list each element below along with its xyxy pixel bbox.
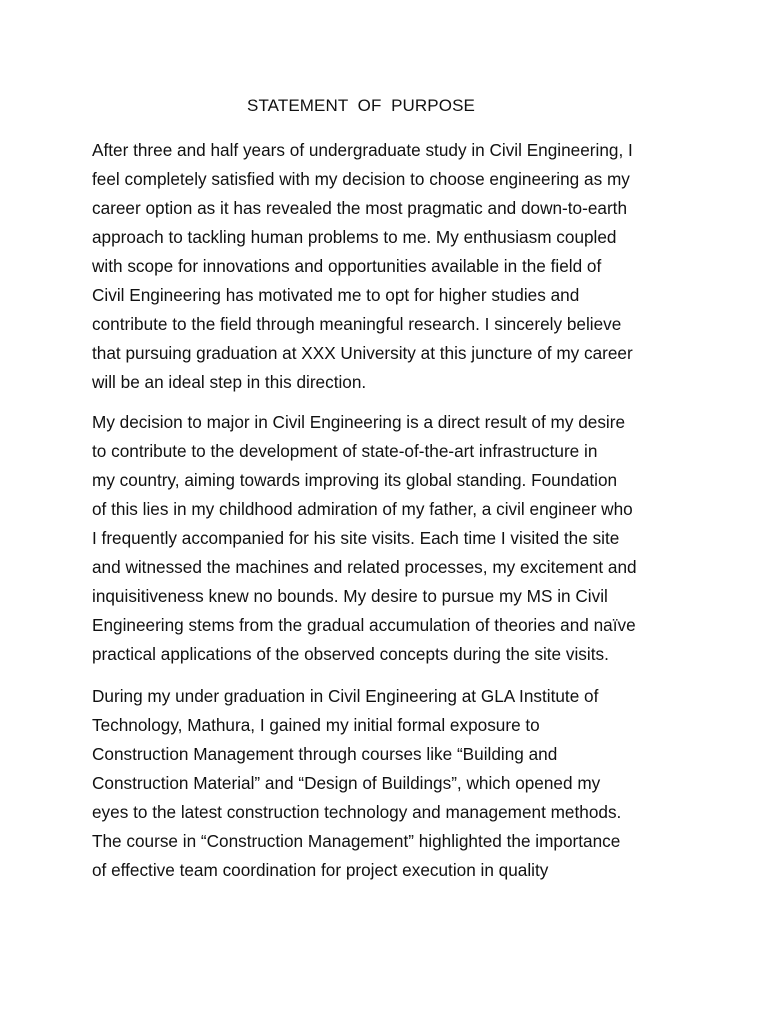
- text-line: My decision to major in Civil Engineering is a direct result of my desire: [92, 412, 626, 432]
- paragraph-2: [92, 408, 692, 669]
- text-line: The course in “Construction Management” highlighted the importance: [92, 831, 621, 851]
- text-line: Construction Material” and “Design of Buildings”, which opened my: [92, 773, 601, 793]
- text-line: of this lies in my childhood admiration of my father, a civil engineer who: [92, 499, 633, 519]
- text-line: with scope for innovations and opportunities available in the field of: [92, 256, 602, 276]
- text-line: inquisitiveness knew no bounds. My desire to pursue my MS in Civil: [92, 586, 608, 606]
- text-line: During my under graduation in Civil Engineering at GLA Institute of: [92, 686, 599, 706]
- text-line: eyes to the latest construction technology and management methods.: [92, 802, 622, 822]
- text-line: practical applications of the observed concepts during the site visits.: [92, 644, 609, 664]
- text-line: feel completely satisfied with my decision to choose engineering as my: [92, 169, 630, 189]
- text-line: Civil Engineering has motivated me to opt for higher studies and: [92, 285, 580, 305]
- text-line: career option as it has revealed the most pragmatic and down-to-earth: [92, 198, 628, 218]
- paragraph-1: [92, 136, 692, 397]
- text-line: of effective team coordination for project execution in quality: [92, 860, 549, 880]
- text-line: Technology, Mathura, I gained my initial formal exposure to: [92, 715, 540, 735]
- text-line: I frequently accompanied for his site visits. Each time I visited the site: [92, 528, 620, 548]
- text-line: Construction Management through courses like “Building and: [92, 744, 558, 764]
- text-line: will be an ideal step in this direction.: [92, 372, 367, 392]
- text-line: Engineering stems from the gradual accumulation of theories and naïve: [92, 615, 636, 635]
- text-line: my country, aiming towards improving its global standing. Foundation: [92, 470, 618, 490]
- text-line: that pursuing graduation at XXX University at this juncture of my career: [92, 343, 633, 363]
- text-line: After three and half years of undergraduate study in Civil Engineering, I: [92, 140, 633, 160]
- text-line: contribute to the field through meaningful research. I sincerely believe: [92, 314, 622, 334]
- text-line: to contribute to the development of state-of-the-art infrastructure in: [92, 441, 598, 461]
- document-title: STATEMENT OF PURPOSE: [247, 96, 475, 115]
- text-line: and witnessed the machines and related processes, my excitement and: [92, 557, 637, 577]
- text-line: approach to tackling human problems to me. My enthusiasm coupled: [92, 227, 617, 247]
- paragraph-3: [92, 682, 692, 885]
